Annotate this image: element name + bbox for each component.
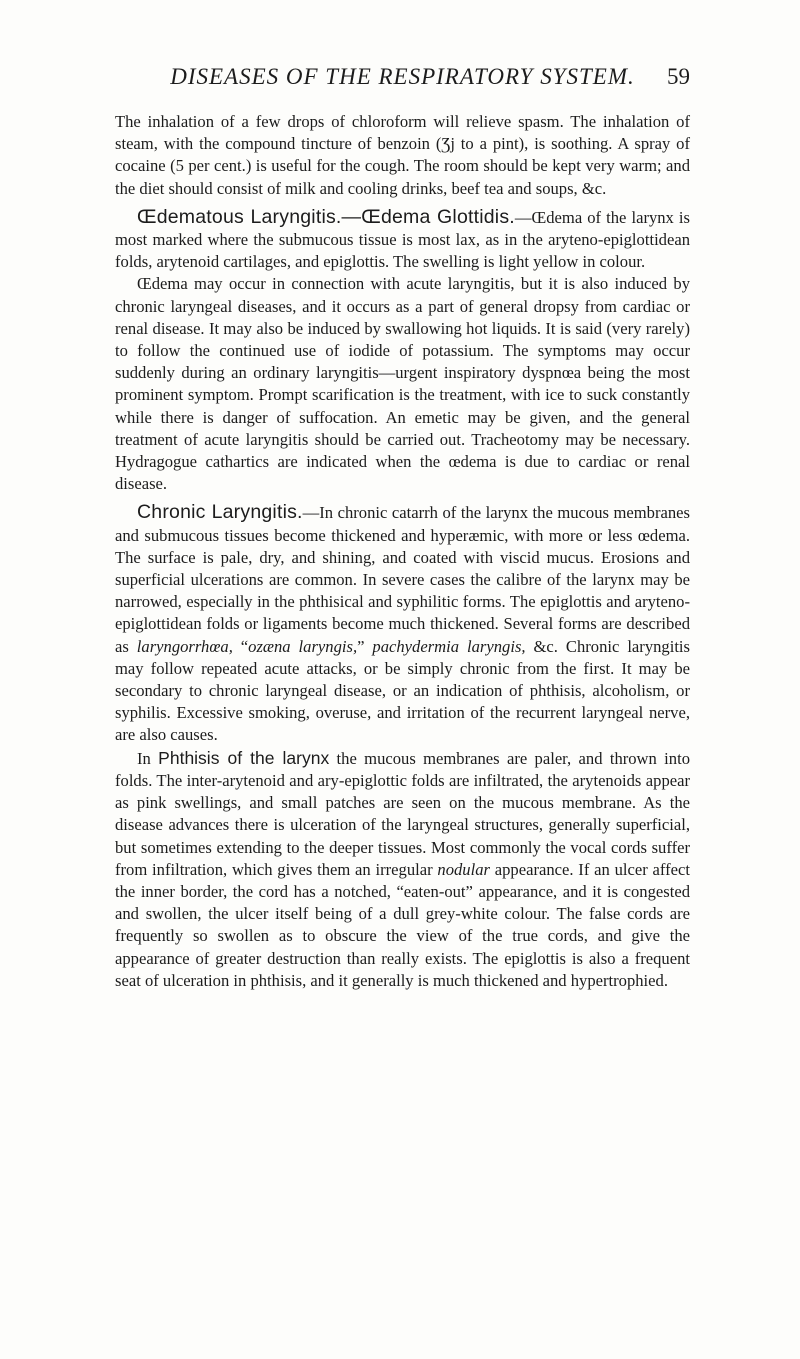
chronic-text-a: —In chronic catarrh of the larynx the mucous membranes and submucous tissues become thickened and hyperæmic, with more or less œdema. The surface is pale, dry, and shining, and coated with viscid mucus. Erosions and superficial ulcerations are common. In severe cases the calibre of the larynx may be narrowed, especially in the phthisical and syphilitic forms. The epiglottis and aryteno-epiglottidean folds or ligaments become much thickened. Several forms are described as bbox=[115, 503, 690, 656]
section-heading-chronic-laryngitis: Chronic Laryngitis. bbox=[137, 501, 303, 524]
phthisis-text-b: appearance. If an ulcer affect the inner border, the cord has a notched, “eaten-out” appearance, and it is congested and swollen, the ulcer itself being of a dull grey-white colour. The false cords are frequently so swollen as to obscure the view of the true cords, and give the appearance of greater destruction than really exists. The epiglottis is also a frequent seat of ulceration in phthisis, and it generally is much thickened and hypertrophied. bbox=[115, 859, 690, 990]
phthisis-lead-in: In bbox=[137, 748, 159, 768]
section-heading-oedematous-laryngitis: Œdematous Laryngitis.—Œdema Glottidis. bbox=[137, 205, 515, 228]
body-text bbox=[115, 111, 690, 992]
chronic-text-b: “ bbox=[232, 636, 249, 656]
phthisis-text-a: the mucous membranes are paler, and thrown into folds. The inter-arytenoid and ary-epiglottic folds are infiltrated, the arytenoids appear as pink swellings, and small patches are seen on the mucous membrane. As the disease advances there is ulceration of the laryngeal structures, generally superficial, but sometimes extending to the deeper tissues. Most commonly the vocal cords suffer from infiltration, which gives them an irregular bbox=[115, 748, 690, 879]
italic-term-pachydermia: pachydermia laryngis, bbox=[372, 636, 526, 656]
page-number: 59 bbox=[667, 64, 690, 89]
paragraph-oedematous-laryngitis bbox=[115, 206, 690, 274]
running-head bbox=[115, 64, 690, 96]
italic-term-ozaena: ozæna laryngis, bbox=[248, 636, 358, 656]
paragraph-treatment: The inhalation of a few drops of chloroform will relieve spasm. The inhalation of steam, with the compound tincture of benzoin (Ʒj to a pint), is soothing. A spray of cocaine (5 per cent.) is useful for the cough. The room should be kept very warm; and the diet should consist of milk and cooling drinks, beef tea and soups, &c. bbox=[115, 112, 690, 198]
chronic-text-c: ” bbox=[357, 636, 373, 656]
running-title: DISEASES OF THE RESPIRATORY SYSTEM. bbox=[170, 64, 635, 89]
italic-term-laryngorrhoea: laryngorrhœa, bbox=[136, 636, 233, 656]
paragraph-oedema-causes: Œdema may occur in connection with acute laryngitis, but it is also induced by chronic laryngeal diseases, and it occurs as a part of general dropsy from cardiac or renal disease. It may also be induced by swallowing hot liquids. It is said (very rarely) to follow the continued use of iodide of potassium. The symptoms may occur suddenly during an ordinary laryngitis—urgent inspiratory dyspnœa being the most prominent symptom. Prompt scarification is the treatment, with ice to suck constantly while there is danger of suffocation. An emetic may be given, and the general treatment of acute laryngitis should be carried out. Tracheotomy may be necessary. Hydragogue cathartics are indicated when the œdema is due to cardiac or renal disease. bbox=[115, 274, 690, 494]
italic-term-nodular: nodular bbox=[437, 859, 490, 879]
paragraph-chronic-laryngitis bbox=[115, 501, 690, 746]
section-heading-phthisis: Phthisis of the larynx bbox=[158, 747, 330, 768]
chronic-text-d: &c. Chronic laryngitis may follow repeated acute attacks, or be simply chronic from the first. It may be secondary to chronic laryngeal disease, or an indication of phthisis, alcoholism, or syphilis. Excessive smoking, overuse, and irritation of the recurrent laryngeal nerve, are also causes. bbox=[115, 636, 691, 745]
paragraph-phthisis-larynx bbox=[115, 747, 690, 992]
section-lead-text: —Œdema of the larynx is most marked where the submucous tissue is most lax, as in the aryteno-epiglottidean folds, arytenoid cartilages, and epiglottis. The swelling is light yellow in colour. bbox=[115, 207, 690, 272]
